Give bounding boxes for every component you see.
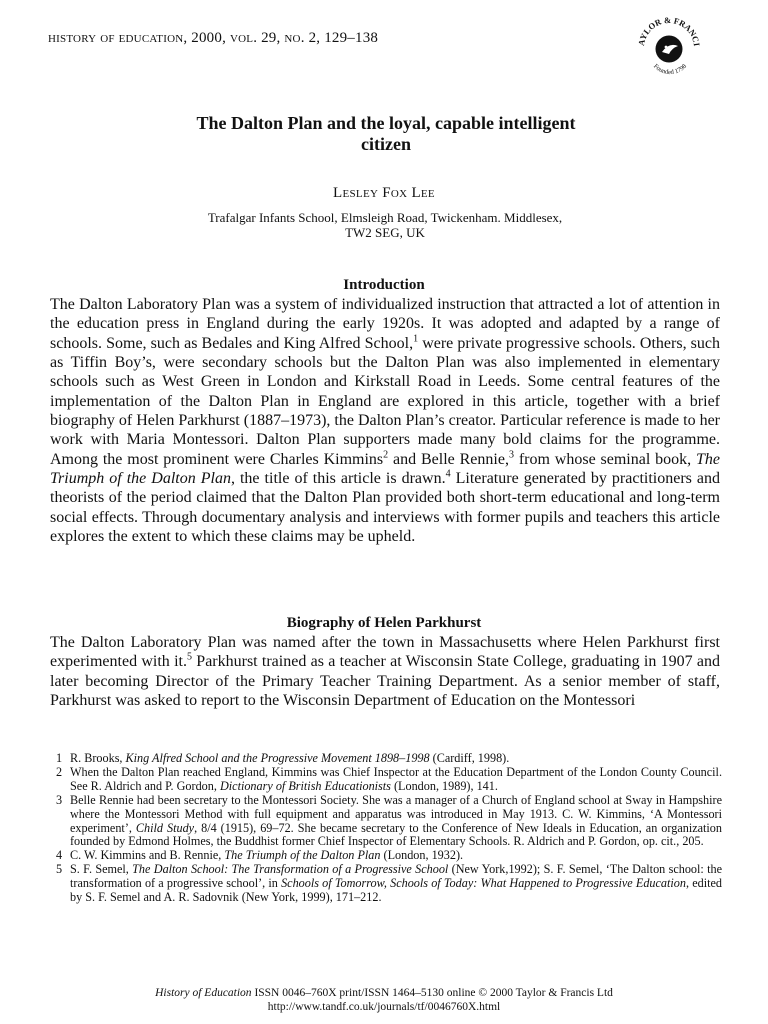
footnote-text: (New York,1992); S. F. Semel, ‘The Dalton school: the transformation of a progressive school’, in xyxy=(70,862,722,891)
footnote-italic: The Dalton School: The Transformation of a Progressive School xyxy=(132,862,449,877)
footnote xyxy=(48,849,722,863)
article-title xyxy=(100,113,672,155)
footnote-number: 4 xyxy=(56,848,63,863)
intro-text-d: from whose seminal book, xyxy=(513,450,697,468)
footer-url[interactable]: http://www.tandf.co.uk/journals/tf/0046760X.html xyxy=(267,1001,501,1013)
footnote-text: , 8/4 (1915), 69–72. She became secretary to the Conference of New Ideals in Education, an organization founded by Edmond Holmes, the Buddhist former Chief Inspector of Elementary Schools. R. Aldrich and P. Gordon, op. cit., 205. xyxy=(70,820,722,849)
footnote xyxy=(48,752,722,766)
intro-text-e: , the title of this article is drawn. xyxy=(230,470,446,488)
issue-label: no. xyxy=(284,30,305,46)
footnote-italic: The Triumph of the Dalton Plan xyxy=(224,848,381,863)
logo-text-top: AYLOR & FRANCI xyxy=(636,14,702,47)
footnote-text: C. W. Kimmins and B. Rennie, xyxy=(70,848,225,863)
volume-label: vol. xyxy=(229,30,258,46)
page-footer xyxy=(0,986,768,1014)
footnote-text: Belle Rennie had been secretary to the Montessori Society. She was a manager of a Church of England school at Sway in Hampshire where the Montessori Method with full equipment and apparatus was introduced in May 1913. C. W. Kimmins, ‘A Montessori experiment’, xyxy=(70,792,722,835)
footnote-text: (London, 1932). xyxy=(380,848,464,863)
biography-body xyxy=(50,633,720,710)
footnote-text: , edited by S. F. Semel and A. R. Sadovnik (New York, 1999), 171–212. xyxy=(70,876,722,905)
footnote-ref-4: 4 xyxy=(445,468,451,480)
intro-text-f: Literature generated by practitioners and theorists of the period claimed that the Dalton Plan provided both short-term educational and long-term social effects. Through documentary analysis and interviews with former pupils and teachers this article explores the extent to which these claims may be upheld. xyxy=(50,470,720,546)
introduction-body xyxy=(50,295,720,546)
issue-pages: 2, 129–138 xyxy=(304,30,379,46)
bio-text-b: Parkhurst trained as a teacher at Wisconsin State College, graduating in 1907 and later becoming Director of the Primary Teacher Training Department. As a senior member of staff, Parkhurst was asked to report to the Wisconsin Department of Education on the Montessori xyxy=(50,653,721,710)
footnote xyxy=(48,794,722,850)
intro-text-c: and Belle Rennie, xyxy=(388,450,509,468)
footnote-ref-2: 2 xyxy=(383,449,389,461)
footnote xyxy=(48,863,722,905)
svg-text:Founded 1798 xyxy=(652,63,688,76)
footnote-text: (Cardiff, 1998). xyxy=(429,751,510,765)
introduction-paragraph xyxy=(50,295,720,546)
running-head xyxy=(48,30,378,47)
footnote-number: 3 xyxy=(56,792,63,807)
biography-paragraph xyxy=(50,633,720,710)
footnote-number: 1 xyxy=(56,751,63,765)
footnote xyxy=(48,766,722,794)
footnote-number: 5 xyxy=(56,862,63,877)
footnote-ref-1: 1 xyxy=(413,333,419,345)
footnote-text: R. Brooks, xyxy=(70,751,126,765)
logo-text-bottom: Founded 1798 xyxy=(651,62,689,76)
title-line-1: The Dalton Plan and the loyal, capable intelligent xyxy=(196,113,576,133)
intro-book-title: The Triumph of the Dalton Plan xyxy=(50,450,721,488)
author-affiliation xyxy=(120,210,650,240)
footnote-italic: Child Study xyxy=(135,820,195,835)
footnote-text: (London, 1989), 141. xyxy=(390,778,498,793)
footnote-ref-5: 5 xyxy=(187,652,192,664)
footnote-text: When the Dalton Plan reached England, Kimmins was Chief Inspector at the Education Department of the London County Council. See R. Aldrich and P. Gordon, xyxy=(70,764,722,793)
intro-text-b: were private progressive schools. Others, such as Tiffin Boy’s, were secondary schools but the Dalton Plan was also implemented in elementary schools such as West Green in London and Kirkstall Road in Leeds. Some central features of the implementation of the Dalton Plan in England are explored in this article, together with a brief biography of Helen Parkhurst (1887–1973), the Dalton Plan’s creator. Particular reference is made to her work with Maria Montessori. Dalton Plan supporters made many bold claims for the programme. Among the most prominent were Charles Kimmins xyxy=(50,334,721,468)
biography-heading: Biography of Helen Parkhurst xyxy=(286,615,482,631)
introduction-heading: Introduction xyxy=(343,277,425,293)
footer-issn-line xyxy=(0,986,768,1000)
journal-name: history of education xyxy=(48,30,184,46)
footnote-italic: Schools of Tomorrow, Schools of Today: What Happened to Progressive Education xyxy=(281,876,686,891)
volume-number: 29, xyxy=(257,30,285,46)
bio-text-a: The Dalton Laboratory Plan was named after the town in Massachusetts where Helen Parkhurst first experimented with it. xyxy=(50,634,720,671)
footer-issn: ISSN 0046–760X print/ISSN 1464–5130 online © 2000 Taylor & Francis Ltd xyxy=(251,987,613,999)
affiliation-line-2: TW2 SEG, UK xyxy=(345,225,425,240)
footer-journal: History of Education xyxy=(155,987,252,999)
footnote-number: 2 xyxy=(56,764,63,779)
title-line-2: citizen xyxy=(361,134,411,154)
citation-year: , 2000, xyxy=(183,30,230,46)
taylor-francis-seal-icon xyxy=(636,14,702,76)
footnote-ref-3: 3 xyxy=(508,449,514,461)
footnote-italic: King Alfred School and the Progressive Movement 1898–1998 xyxy=(125,751,430,765)
footnote-text: S. F. Semel, xyxy=(70,862,133,877)
author-name: Lesley Fox Lee xyxy=(333,185,435,201)
affiliation-line-1: Trafalgar Infants School, Elmsleigh Road, Twickenham. Middlesex, xyxy=(207,210,563,225)
footnote-italic: Dictionary of British Educationists xyxy=(219,778,391,793)
footnotes-list xyxy=(48,752,722,905)
intro-text-a: The Dalton Laboratory Plan was a system of individualized instruction that attracted a lot of attention in the education press in England during the early 1920s. It was adopted and adapted by a range of schools. Some, such as Bedales and King Alfred School, xyxy=(50,296,720,352)
